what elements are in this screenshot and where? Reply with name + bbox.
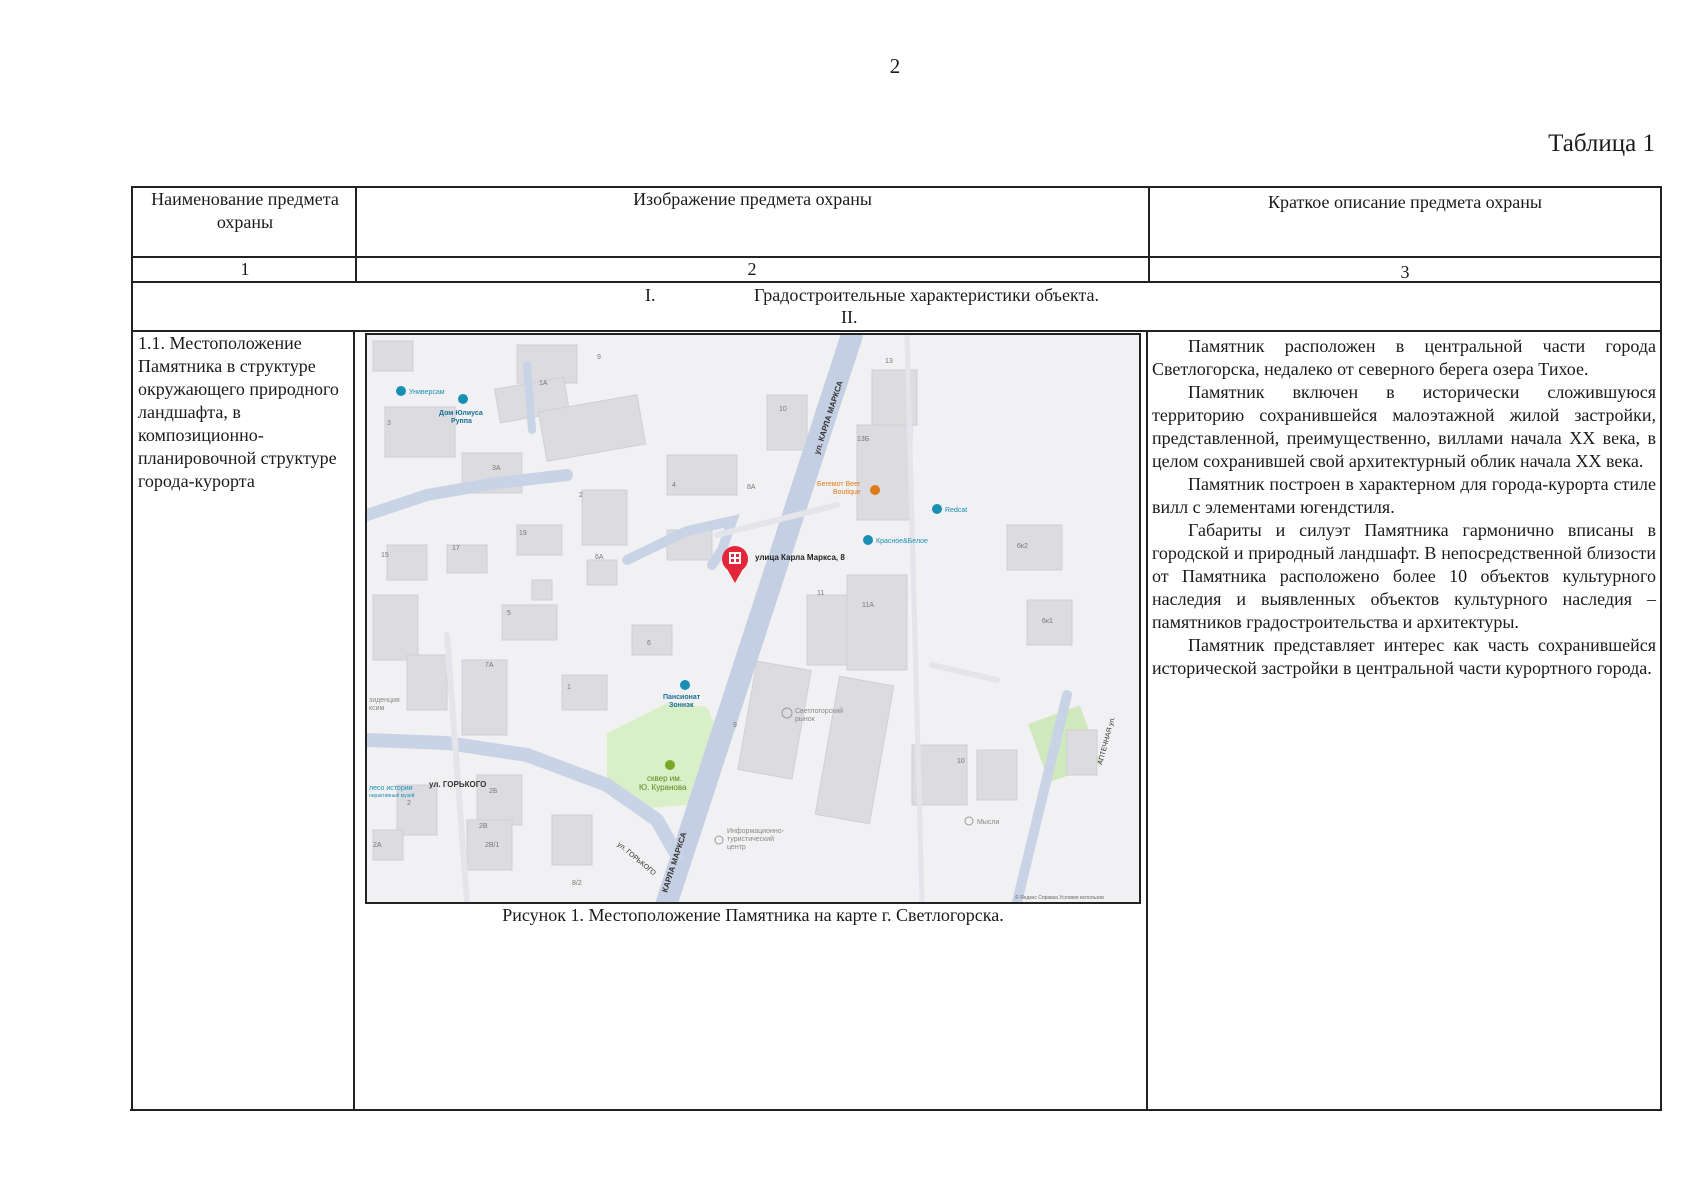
house-number: 13 — [885, 358, 893, 365]
info-icon[interactable] — [715, 836, 723, 844]
street-karla-marksa-bottom: КАРЛА МАРКСА — [660, 830, 689, 894]
house-number: 1А — [539, 380, 548, 387]
location-map — [365, 333, 1141, 904]
house-number: 10 — [779, 406, 787, 413]
table-caption: Таблица 1 — [1548, 130, 1655, 157]
poi-info-1[interactable]: Информационно- — [727, 828, 784, 835]
map-graphic — [367, 335, 1139, 902]
beer-icon[interactable] — [870, 485, 880, 495]
poi-dom-ruppa-2[interactable]: Руппа — [451, 418, 472, 425]
section-title: Градостроительные характеристики объекта. — [754, 285, 1100, 305]
poi-pansionat-1[interactable]: Пансионат — [663, 694, 701, 701]
header-image: Изображение предмета охраны — [633, 189, 872, 209]
street-gorkogo: ул. ГОРЬКОГО — [429, 780, 487, 789]
street-aptechnaya: АПТЕЧНАЯ ул. — [1097, 716, 1117, 766]
house-number: 8А — [747, 484, 756, 491]
poi-rynok-2[interactable]: рынок — [795, 716, 815, 723]
description-paragraph: Габариты и силуэт Памятника гармонично вписаны в городской и природный ландшафт. В непосредственной близости от Памятника расположено более 10 объектов культурного наследия и выявленных объектов культурного наследия – памятников градостроительства и архитектуры. — [1152, 520, 1656, 632]
house-number: 1 — [567, 684, 571, 691]
house-number: 11 — [817, 590, 825, 597]
house-numbers — [373, 354, 1053, 887]
house-number: 2В — [479, 823, 488, 830]
house-number: 3А — [492, 465, 501, 472]
house-number: 10 — [957, 758, 965, 765]
poi-krasnoe[interactable]: Красное&Белое — [876, 538, 928, 545]
description-paragraph: Памятник включен в исторически сложившуюся территорию сохранившейся малоэтажной жилой застройки, представленной, преимущественно, виллами начала XX века, в целом сохранившей свой архитектурный облик начала XX века. — [1152, 382, 1656, 471]
section-numeral-1: I. — [645, 285, 656, 305]
house-number: 9 — [733, 722, 737, 729]
house-number: 8/2 — [572, 880, 582, 887]
shop-icon[interactable] — [863, 535, 873, 545]
pin-label: улица Карла Маркса, 8 — [755, 553, 845, 562]
house-number: 2Б — [489, 788, 498, 795]
poi-redcat[interactable]: Redcat — [945, 507, 968, 514]
house-number: 5 — [507, 610, 511, 617]
description-paragraph: Памятник представляет интерес как часть сохранившейся исторической застройки в центральной части курортного города. — [1152, 635, 1656, 678]
house-number: 7А — [485, 662, 494, 669]
museum-icon[interactable] — [458, 394, 468, 404]
house-number: 3 — [387, 420, 391, 427]
street-karla-marksa-top: ул. КАРЛА МАРКСА — [812, 379, 845, 456]
house-number: 4 — [672, 482, 676, 489]
map-buildings — [373, 341, 1097, 870]
house-number: 2 — [579, 492, 583, 499]
table-border-right — [1660, 186, 1662, 1111]
house-number: 11А — [862, 602, 874, 609]
poi-pansionat-2[interactable]: Зоннэк — [669, 702, 694, 709]
description-paragraph: Памятник расположен в центральной части города Светлогорска, недалеко от северного берега озера Тихое. — [1152, 336, 1656, 379]
poi-skver-2[interactable]: Ю. Куранова — [639, 783, 687, 792]
house-number: 6А — [595, 554, 604, 561]
column-number-3: 3 — [1400, 262, 1410, 282]
column-number-2: 2 — [747, 259, 757, 279]
poi-dom-ruppa-1[interactable]: Дом Юлиуса — [439, 410, 483, 417]
figure-caption: Рисунок 1. Местоположение Памятника на карте г. Светлогорска. — [502, 905, 1004, 925]
table-border-left — [131, 186, 133, 1111]
location-pin-icon[interactable] — [722, 546, 748, 583]
universam-icon[interactable] — [396, 386, 406, 396]
house-number: 2В/1 — [485, 842, 500, 849]
house-number: 6 — [647, 640, 651, 647]
row-name: 1.1. Местоположение Памятника в структуре окружающего природного ландшафта, в композиционно-планировочной структуре города-курорта — [138, 333, 339, 491]
hotel-icon[interactable] — [680, 680, 690, 690]
header-description: Краткое описание предмета охраны — [1268, 192, 1542, 212]
table-row-divider-3 — [132, 330, 1662, 332]
house-number: 6к2 — [1017, 543, 1028, 550]
poi-begemot-2[interactable]: Boutique — [833, 489, 861, 496]
poi-rezid-2[interactable]: ксим — [369, 705, 385, 712]
house-number: 15 — [381, 552, 389, 559]
poi-info-2[interactable]: туристический — [727, 836, 775, 843]
poi-museum-1[interactable]: лесо истории — [369, 785, 413, 792]
house-number: 6к1 — [1042, 618, 1053, 625]
poi-rezid-1[interactable]: зиденция — [369, 697, 400, 704]
map-attribution[interactable]: © Яндекс Справка Условия использов — [1015, 895, 1104, 901]
house-number: 9 — [597, 354, 601, 361]
cafe-icon[interactable] — [965, 817, 973, 825]
page-number: 2 — [889, 54, 901, 78]
poi-rynok-1[interactable]: Светлогорский — [795, 708, 844, 715]
table-col-divider-1b — [353, 331, 355, 1111]
table-border-bottom — [130, 1109, 1660, 1111]
map-roads — [367, 335, 1067, 902]
house-number: 2 — [407, 800, 411, 807]
park-icon[interactable] — [665, 760, 675, 770]
house-number: 19 — [519, 530, 527, 537]
section-numeral-2: II. — [841, 307, 858, 327]
poi-skver-1[interactable]: сквер им. — [647, 774, 682, 783]
header-name: Наименование предмета охраны — [151, 189, 339, 232]
house-number: 13Б — [857, 436, 870, 443]
poi-museum-2[interactable]: нерактивный музей — [369, 793, 415, 799]
poi-info-3[interactable]: центр — [727, 844, 746, 851]
table-col-divider-2b — [1146, 331, 1148, 1111]
poi-mysli[interactable]: Мысли — [977, 819, 1000, 826]
column-number-1: 1 — [240, 259, 250, 279]
house-number: 2А — [373, 842, 382, 849]
redcat-icon[interactable] — [932, 504, 942, 514]
description-paragraph: Памятник построен в характерном для города-курорта стиле вилл с элементами югендстиля. — [1152, 474, 1656, 517]
row-description — [1152, 335, 1656, 680]
street-gorkogo-2: ул. ГОРЬКОГО — [615, 841, 657, 878]
poi-universam[interactable]: Универсам — [409, 389, 445, 396]
poi-begemot-1[interactable]: Бегемот Beer — [817, 481, 861, 488]
house-number: 17 — [452, 545, 460, 552]
